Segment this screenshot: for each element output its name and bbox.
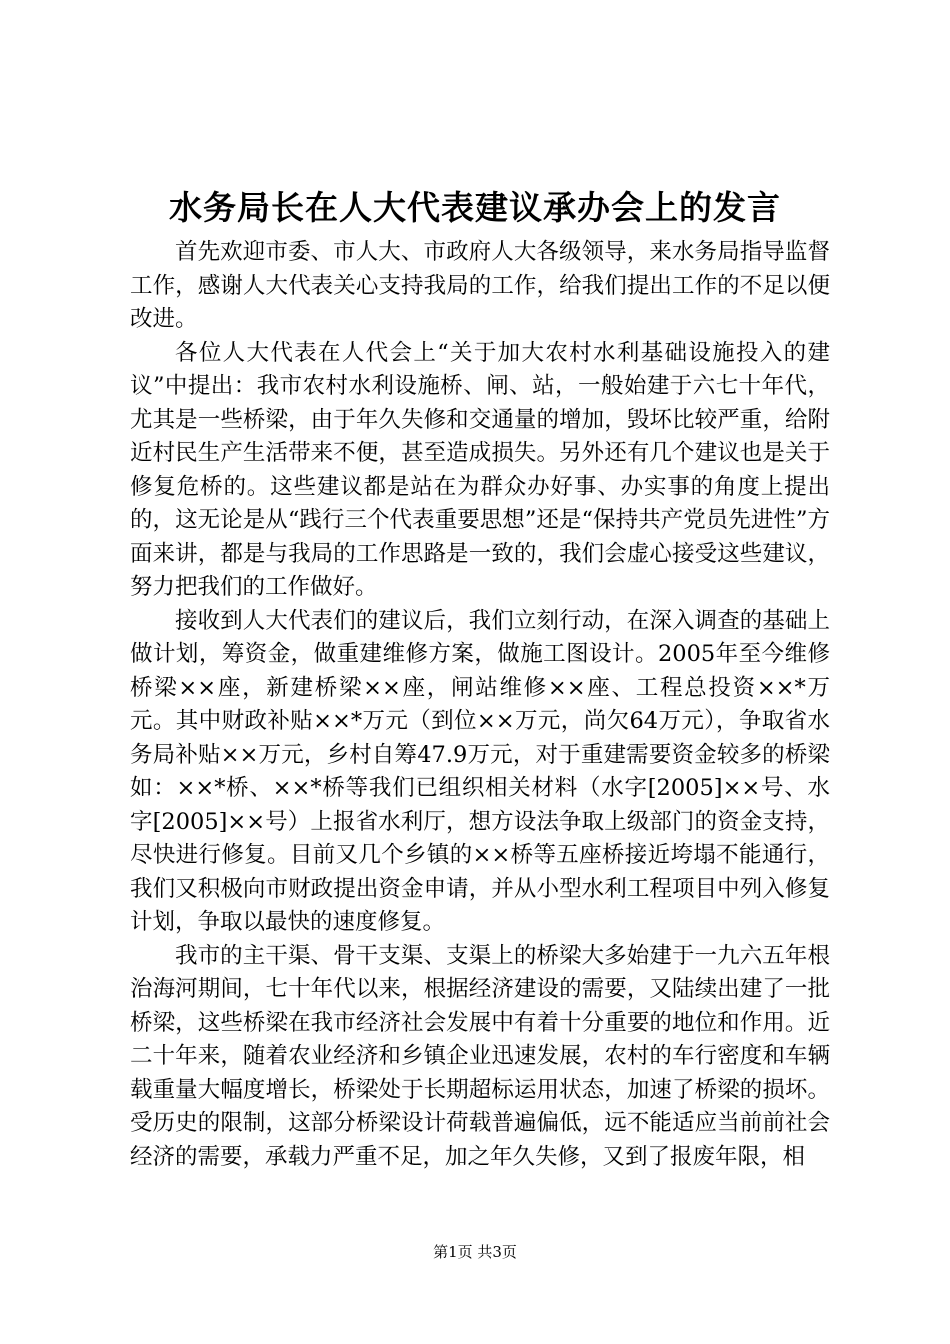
- paragraph-2: 各位人大代表在人代会上“关于加大农村水利基础设施投入的建议”中提出：我市农村水利设施桥、闸、站，一般始建于六七十年代，尤其是一些桥梁，由于年久失修和交通量的增加，毁坏比较严重，给附近村民生产生活带来不便，甚至造成损失。另外还有几个建议也是关于修复危桥的。这些建议都是站在为群众办好事、办实事的角度上提出的，这无论是从“践行三个代表重要思想”还是“保持共产党员先进性”方面来讲，都是与我局的工作思路是一致的，我们会虚心接受这些建议，努力把我们的工作做好。: [130, 339, 830, 600]
- page-number-footer: 第1页 共3页: [433, 1243, 517, 1261]
- paragraph-3: 接收到人大代表们的建议后，我们立刻行动，在深入调查的基础上做计划，筹资金，做重建维修方案，做施工图设计。2005年至今维修桥梁××座，新建桥梁××座，闸站维修××座、工程总投资××*万元。其中财政补贴××*万元（到位××万元，尚欠64万元），争取省水务局补贴××万元，乡村自筹47.9万元，对于重建需要资金较多的桥梁如：××*桥、××*桥等我们已组织相关材料（水字[2005]××号、水字[2005]××号）上报省水利厅，想方设法争取上级部门的资金支持，尽快进行修复。目前又几个乡镇的××桥等五座桥接近垮塌不能通行，我们又积极向市财政提出资金申请，并从小型水利工程项目中列入修复计划，争取以最快的速度修复。: [130, 607, 830, 935]
- document-body: [130, 236, 830, 1174]
- paragraph-1: 首先欢迎市委、市人大、市政府人大各级领导，来水务局指导监督工作，感谢人大代表关心支持我局的工作，给我们提出工作的不足以便改进。: [130, 239, 830, 332]
- document-title: 水务局长在人大代表建议承办会上的发言: [169, 188, 781, 227]
- paragraph-4: 我市的主干渠、骨干支渠、支渠上的桥梁大多始建于一九六五年根治海河期间，七十年代以来，根据经济建设的需要，又陆续出建了一批桥梁，这些桥梁在我市经济社会发展中有着十分重要的地位和作用。近二十年来，随着农业经济和乡镇企业迅速发展，农村的车行密度和车辆载重量大幅度增长，桥梁处于长期超标运用状态，加速了桥梁的损坏。受历史的限制，这部分桥梁设计荷载普遍偏低，远不能适应当前前社会经济的需要，承载力严重不足，加之年久失修，又到了报废年限，相: [130, 942, 830, 1170]
